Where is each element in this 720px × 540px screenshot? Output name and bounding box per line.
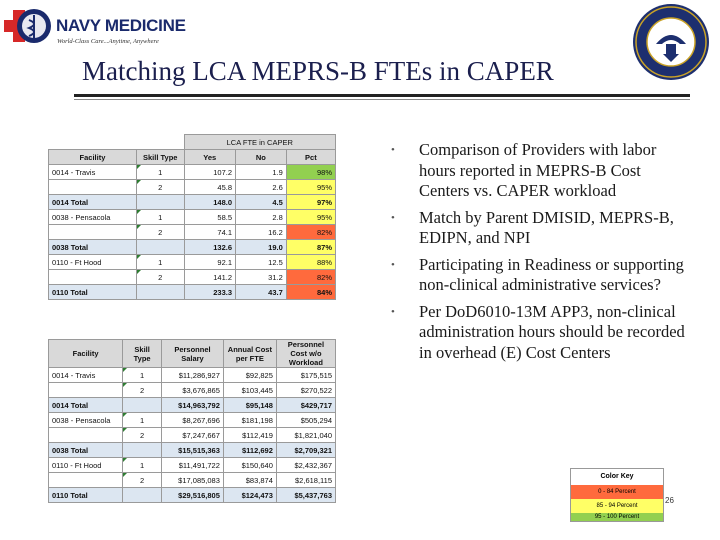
yes-cell: 92.1 bbox=[184, 255, 235, 270]
bullet-icon: • bbox=[391, 258, 395, 271]
cost-per-fte-cell: $181,198 bbox=[223, 413, 276, 428]
skill-type-cell: 2 bbox=[136, 225, 184, 240]
yes-cell: 45.8 bbox=[184, 180, 235, 195]
table-total-row bbox=[49, 398, 336, 413]
facility-cell bbox=[49, 383, 123, 398]
table2-header: Annual Cost per FTE bbox=[223, 340, 276, 368]
cost-per-fte-cell: $83,874 bbox=[223, 473, 276, 488]
facility-cell: 0014 - Travis bbox=[49, 368, 123, 383]
facility-cell: 0038 - Pensacola bbox=[49, 413, 123, 428]
pct-cell: 82% bbox=[286, 270, 335, 285]
yes-cell: 132.6 bbox=[184, 240, 235, 255]
table-row bbox=[49, 368, 336, 383]
cost-per-fte-cell: $112,692 bbox=[223, 443, 276, 458]
facility-cell: 0014 Total bbox=[49, 398, 123, 413]
cost-without-workload-cell: $2,432,367 bbox=[276, 458, 335, 473]
cost-without-workload-cell: $429,717 bbox=[276, 398, 335, 413]
table2-header: Personnel Salary bbox=[162, 340, 224, 368]
table-total-row bbox=[49, 488, 336, 503]
bullet-item bbox=[391, 302, 691, 364]
cost-without-workload-cell: $1,821,040 bbox=[276, 428, 335, 443]
facility-cell: 0110 - Ft Hood bbox=[49, 255, 137, 270]
pct-cell: 97% bbox=[286, 195, 335, 210]
no-cell: 43.7 bbox=[236, 285, 287, 300]
facility-cell: 0038 - Pensacola bbox=[49, 210, 137, 225]
yes-cell: 74.1 bbox=[184, 225, 235, 240]
facility-cell bbox=[49, 473, 123, 488]
no-cell: 4.5 bbox=[236, 195, 287, 210]
bullet-item bbox=[391, 140, 691, 202]
no-cell: 2.6 bbox=[236, 180, 287, 195]
table1-header: No bbox=[236, 150, 287, 165]
skill-type-cell: 2 bbox=[123, 473, 162, 488]
no-cell: 31.2 bbox=[236, 270, 287, 285]
table-row bbox=[49, 165, 336, 180]
bullet-text: Per DoD6010-13M APP3, non-clinical administration hours should be recorded in overhead (E) Cost Centers bbox=[419, 301, 685, 362]
table-row bbox=[49, 225, 336, 240]
cost-without-workload-cell: $2,709,321 bbox=[276, 443, 335, 458]
table-row bbox=[49, 428, 336, 443]
facility-cell: 0038 Total bbox=[49, 240, 137, 255]
table-row bbox=[49, 473, 336, 488]
skill-type-cell: 2 bbox=[123, 428, 162, 443]
cost-without-workload-cell: $2,618,115 bbox=[276, 473, 335, 488]
cost-without-workload-cell: $175,515 bbox=[276, 368, 335, 383]
personnel-cost-table bbox=[48, 339, 336, 503]
skill-type-cell bbox=[123, 398, 162, 413]
title-divider-thin bbox=[74, 99, 690, 100]
cost-per-fte-cell: $112,419 bbox=[223, 428, 276, 443]
cost-per-fte-cell: $150,640 bbox=[223, 458, 276, 473]
lca-fte-table bbox=[48, 134, 336, 300]
table-total-row bbox=[49, 240, 336, 255]
color-key bbox=[570, 468, 664, 522]
yes-cell: 233.3 bbox=[184, 285, 235, 300]
facility-cell: 0110 Total bbox=[49, 285, 137, 300]
skill-type-cell bbox=[136, 195, 184, 210]
facility-cell: 0014 Total bbox=[49, 195, 137, 210]
no-cell: 2.8 bbox=[236, 210, 287, 225]
facility-cell: 0038 Total bbox=[49, 443, 123, 458]
skill-type-cell bbox=[123, 488, 162, 503]
navy-seal-icon bbox=[630, 2, 712, 82]
skill-type-cell: 2 bbox=[136, 180, 184, 195]
cost-without-workload-cell: $5,437,763 bbox=[276, 488, 335, 503]
salary-cell: $15,515,363 bbox=[162, 443, 224, 458]
no-cell: 19.0 bbox=[236, 240, 287, 255]
pct-cell: 87% bbox=[286, 240, 335, 255]
facility-cell: 0110 Total bbox=[49, 488, 123, 503]
pct-cell: 82% bbox=[286, 225, 335, 240]
table-total-row bbox=[49, 443, 336, 458]
skill-type-cell: 2 bbox=[136, 270, 184, 285]
skill-type-cell: 2 bbox=[123, 383, 162, 398]
cost-per-fte-cell: $103,445 bbox=[223, 383, 276, 398]
salary-cell: $17,085,083 bbox=[162, 473, 224, 488]
skill-type-cell bbox=[136, 240, 184, 255]
table1-header: Facility bbox=[49, 150, 137, 165]
salary-cell: $3,676,865 bbox=[162, 383, 224, 398]
skill-type-cell: 1 bbox=[136, 255, 184, 270]
table2-header: Facility bbox=[49, 340, 123, 368]
cost-per-fte-cell: $92,825 bbox=[223, 368, 276, 383]
table1-caption: LCA FTE in CAPER bbox=[184, 135, 335, 150]
bullet-text: Match by Parent DMISID, MEPRS-B, EDIPN, and NPI bbox=[419, 207, 674, 247]
pct-cell: 98% bbox=[286, 165, 335, 180]
navy-medicine-logo bbox=[4, 4, 186, 48]
table-row bbox=[49, 255, 336, 270]
table2-header: Skill Type bbox=[123, 340, 162, 368]
table-total-row bbox=[49, 195, 336, 210]
table1-header: Yes bbox=[184, 150, 235, 165]
skill-type-cell: 1 bbox=[123, 413, 162, 428]
pct-cell: 95% bbox=[286, 210, 335, 225]
skill-type-cell: 1 bbox=[136, 210, 184, 225]
color-key-green: 95 - 100 Percent bbox=[571, 513, 663, 521]
facility-cell bbox=[49, 180, 137, 195]
cost-per-fte-cell: $124,473 bbox=[223, 488, 276, 503]
skill-type-cell bbox=[123, 443, 162, 458]
yes-cell: 58.5 bbox=[184, 210, 235, 225]
table1-header: Skill Type bbox=[136, 150, 184, 165]
cost-without-workload-cell: $270,522 bbox=[276, 383, 335, 398]
salary-cell: $11,491,722 bbox=[162, 458, 224, 473]
facility-cell bbox=[49, 270, 137, 285]
bullet-icon: • bbox=[391, 305, 395, 318]
page-number: 26 bbox=[665, 496, 674, 505]
table-row bbox=[49, 270, 336, 285]
table-row bbox=[49, 180, 336, 195]
facility-cell: 0014 - Travis bbox=[49, 165, 137, 180]
skill-type-cell: 1 bbox=[136, 165, 184, 180]
logo-text: NAVY MEDICINE bbox=[56, 16, 186, 35]
salary-cell: $29,516,805 bbox=[162, 488, 224, 503]
bullet-icon: • bbox=[391, 211, 395, 224]
no-cell: 16.2 bbox=[236, 225, 287, 240]
color-key-title: Color Key bbox=[571, 469, 663, 485]
cost-per-fte-cell: $95,148 bbox=[223, 398, 276, 413]
salary-cell: $14,963,792 bbox=[162, 398, 224, 413]
skill-type-cell: 1 bbox=[123, 458, 162, 473]
bullet-list bbox=[391, 140, 691, 369]
yes-cell: 148.0 bbox=[184, 195, 235, 210]
table-row bbox=[49, 383, 336, 398]
table-row bbox=[49, 210, 336, 225]
pct-cell: 84% bbox=[286, 285, 335, 300]
salary-cell: $7,247,667 bbox=[162, 428, 224, 443]
table-row bbox=[49, 458, 336, 473]
bullet-item bbox=[391, 255, 691, 296]
facility-cell bbox=[49, 428, 123, 443]
salary-cell: $11,286,927 bbox=[162, 368, 224, 383]
color-key-yellow: 85 - 94 Percent bbox=[571, 499, 663, 513]
table2-header: Personnel Cost w/o Workload bbox=[276, 340, 335, 368]
title-divider bbox=[74, 94, 690, 97]
page-title: Matching LCA MEPRS-B FTEs in CAPER bbox=[82, 56, 554, 86]
pct-cell: 95% bbox=[286, 180, 335, 195]
salary-cell: $8,267,696 bbox=[162, 413, 224, 428]
bullet-icon: • bbox=[391, 144, 395, 156]
bullet-text: Comparison of Providers with labor hours reported in MEPRS-B Cost Centers vs. CAPER workload bbox=[419, 140, 657, 200]
table-row bbox=[49, 413, 336, 428]
skill-type-cell: 1 bbox=[123, 368, 162, 383]
pct-cell: 88% bbox=[286, 255, 335, 270]
no-cell: 12.5 bbox=[236, 255, 287, 270]
no-cell: 1.9 bbox=[236, 165, 287, 180]
color-key-red: 0 - 84 Percent bbox=[571, 485, 663, 499]
logo-tagline: World-Class Care...Anytime, Anywhere bbox=[57, 38, 159, 45]
skill-type-cell bbox=[136, 285, 184, 300]
table-total-row bbox=[49, 285, 336, 300]
caduceus-icon bbox=[4, 4, 54, 50]
facility-cell bbox=[49, 225, 137, 240]
cost-without-workload-cell: $505,294 bbox=[276, 413, 335, 428]
facility-cell: 0110 - Ft Hood bbox=[49, 458, 123, 473]
bullet-text: Participating in Readiness or supporting non-clinical administrative services? bbox=[419, 254, 684, 294]
table1-header: Pct bbox=[286, 150, 335, 165]
yes-cell: 107.2 bbox=[184, 165, 235, 180]
yes-cell: 141.2 bbox=[184, 270, 235, 285]
bullet-item bbox=[391, 208, 691, 249]
